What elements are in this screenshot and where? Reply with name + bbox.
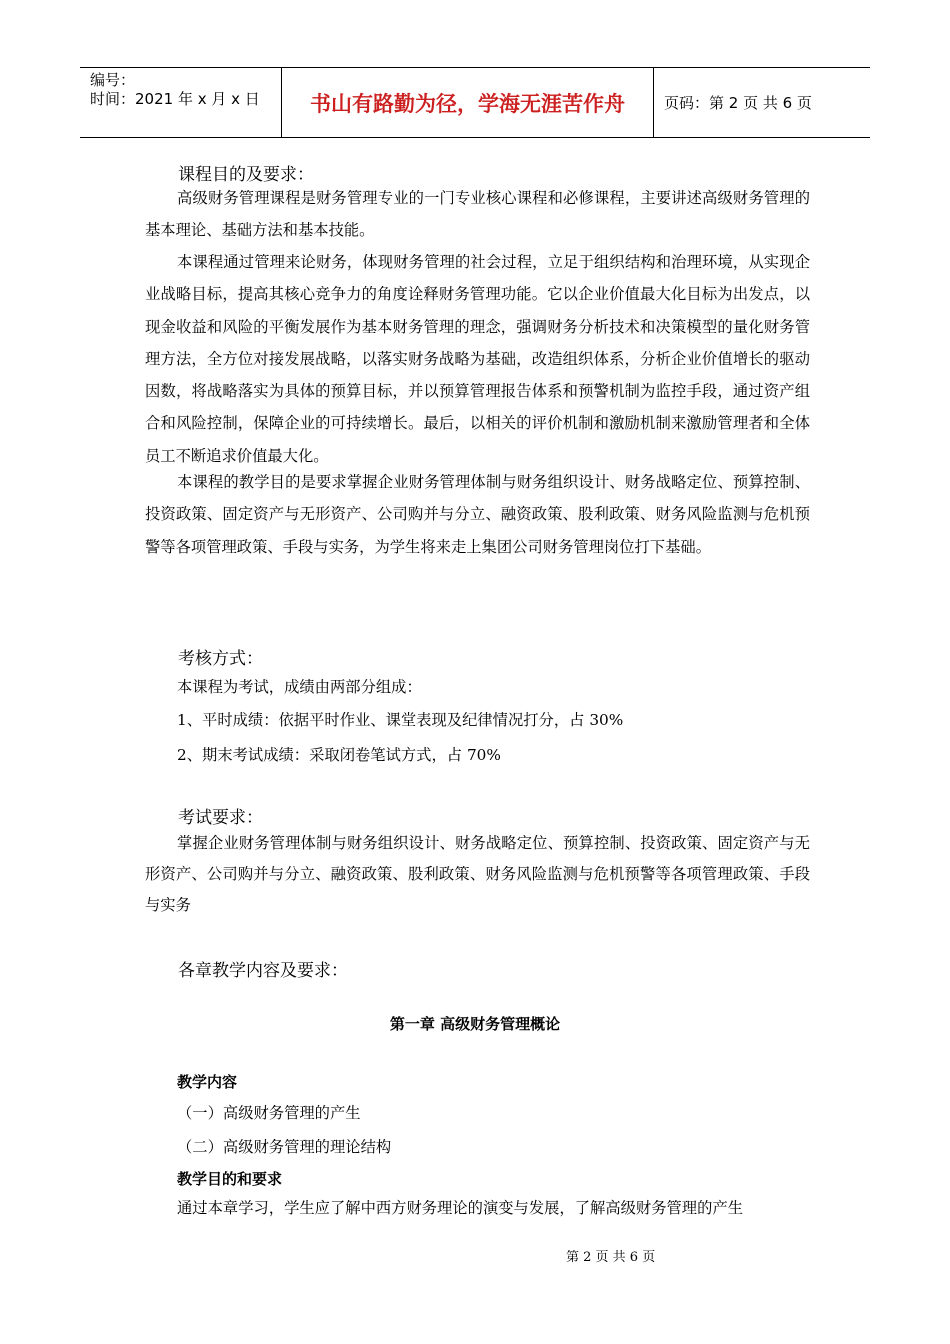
page-footer: 第 2 页 共 6 页: [566, 1250, 656, 1265]
page-header: [80, 67, 870, 138]
chapter-title: 第一章 高级财务管理概论: [389, 1015, 561, 1033]
assessment-line: 1、平时成绩：依据平时作业、课堂表现及纪律情况打分，占 30%: [177, 711, 624, 729]
section-title-exam-requirements: 考试要求：: [178, 808, 263, 828]
content-item: （一）高级财务管理的产生: [177, 1104, 361, 1122]
paragraph: 本课程通过管理来论财务，体现财务管理的社会过程，立足于组织结构和治理环境，从实现企业战略目标，提高其核心竞争力的角度诠释财务管理功能。它以企业价值最大化目标为出发点，以现金收益和风险的平衡发展作为基本财务管理的理念，强调财务分析技术和决策模型的量化财务管理方法，全方位对接发展战略，以落实财务战略为基础，改造组织体系，分析企业价值增长的驱动因数，将战略落实为具体的预算目标，并以预算管理报告体系和预警机制为监控手段，通过资产组合和风险控制，保障企业的可持续增长。最后，以相关的评价机制和激励机制来激励管理者和全体员工不断追求价值最大化。: [145, 253, 810, 465]
number-label: 编号：: [90, 71, 136, 89]
goal-label: 教学目的和要求: [177, 1170, 283, 1188]
section-title-course-goals: 课程目的及要求：: [178, 165, 314, 185]
content-item: （二）高级财务管理的理论结构: [177, 1138, 392, 1156]
assessment-line: 2、期末考试成绩：采取闭卷笔试方式，占 70%: [177, 746, 501, 764]
paragraph: 掌握企业财务管理体制与财务组织设计、财务战略定位、预算控制、投资政策、固定资产与无形资产、公司购并与分立、融资政策、股利政策、财务风险监测与危机预警等各项管理政策、手段与实务: [145, 834, 810, 914]
section-title-chapters: 各章教学内容及要求：: [178, 961, 348, 981]
content-label: 教学内容: [177, 1073, 238, 1091]
paragraph: 高级财务管理课程是财务管理专业的一门专业核心课程和必修课程，主要讲述高级财务管理的基本理论、基础方法和基本技能。: [145, 189, 810, 240]
assessment-line: 本课程为考试，成绩由两部分组成：: [177, 678, 422, 696]
header-page-info: 页码：第 2 页 共 6 页: [664, 94, 812, 112]
paragraph: 本课程的教学目的是要求掌握企业财务管理体制与财务组织设计、财务战略定位、预算控制、投资政策、固定资产与无形资产、公司购并与分立、融资政策、股利政策、财务风险监测与危机预警等各项管理政策、手段与实务，为学生将来走上集团公司财务管理岗位打下基础。: [145, 473, 810, 556]
time-label: 时间：2021 年 x 月 x 日: [90, 90, 260, 108]
goal-text: 通过本章学习，学生应了解中西方财务理论的演变与发展，了解高级财务管理的产生: [177, 1199, 743, 1217]
header-meta: [80, 68, 282, 137]
section-title-assessment: 考核方式：: [178, 649, 263, 669]
header-motto: 书山有路勤为径，学海无涯苦作舟: [282, 68, 654, 137]
